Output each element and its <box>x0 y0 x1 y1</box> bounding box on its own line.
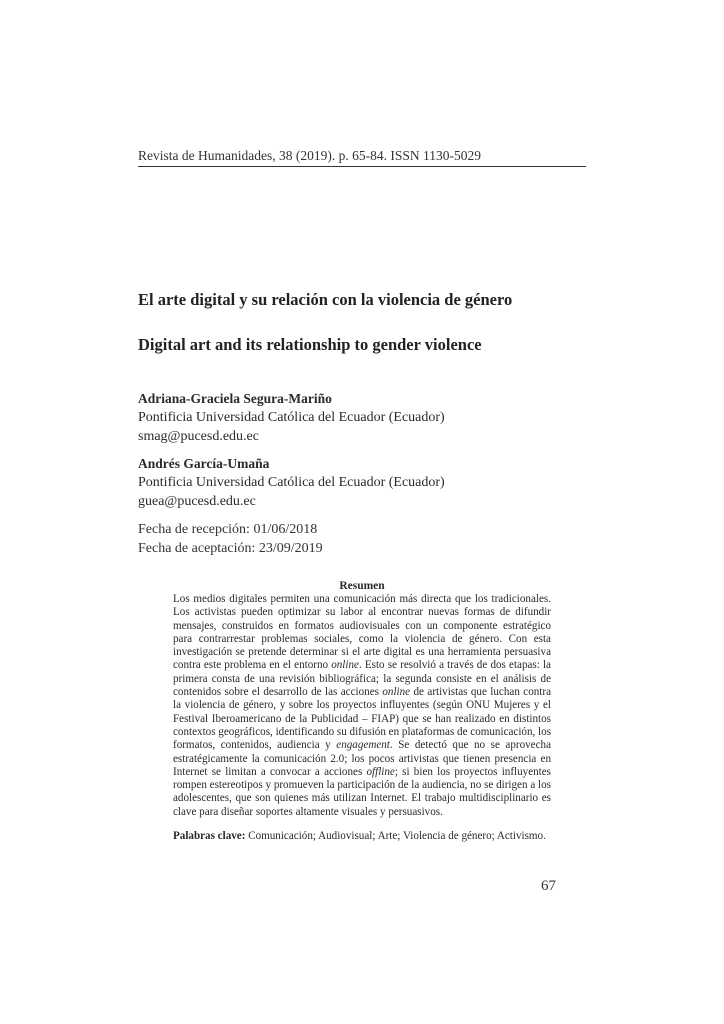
abstract-text-part: . Esto se resolvió a través de dos etapas: la primera consta de una revisión bibliográfica; la segunda consiste en el análisis de contenidos sobre el desarrollo de las acciones <box>173 659 551 699</box>
dates-block <box>138 520 323 558</box>
page-number: 67 <box>541 878 556 894</box>
abstract-emphasis: online <box>331 659 359 672</box>
keywords <box>173 830 551 843</box>
abstract-text <box>173 593 551 819</box>
keywords-label: Palabras clave: <box>173 830 246 843</box>
author-affiliation: Pontificia Universidad Católica del Ecuador (Ecuador) <box>138 475 445 490</box>
journal-header: Revista de Humanidades, 38 (2019). p. 65-84. ISSN 1130-5029 <box>138 148 586 167</box>
keywords-text: Comunicación; Audiovisual; Arte; Violencia de género; Activismo. <box>245 830 546 843</box>
author-block <box>138 454 445 511</box>
abstract-text-part: ; si bien los proyectos influyentes rompen estereotipos y promueven la participación de la audiencia, no se dirigen a los adolescentes, que son quienes más utilizan Internet. El trabajo multidisciplinario es clave para diseñar soportes altamente visuales y persuasivos. <box>173 765 551 818</box>
author-email[interactable]: smag@pucesd.edu.ec <box>138 429 259 444</box>
abstract-text-part: . Se detectó que no se aprovecha estratégicamente la comunicación 2.0; los pocos artivistas que tienen presencia en Internet se limitan a convocar a acciones <box>173 739 551 778</box>
title-spanish: El arte digital y su relación con la violencia de género <box>138 290 513 309</box>
abstract-emphasis: offline <box>366 765 395 778</box>
abstract-emphasis: online <box>382 686 411 699</box>
author-email[interactable]: guea@pucesd.edu.ec <box>138 494 256 509</box>
author-name: Adriana-Graciela Segura-Mariño <box>138 391 332 406</box>
received-date: Fecha de recepción: 01/06/2018 <box>138 522 318 537</box>
abstract-section <box>173 579 551 843</box>
abstract-heading: Resumen <box>339 580 385 592</box>
abstract-text-part: de artivistas que luchan contra la violencia de género, y sobre los proyectos influyentes (según ONU Mujeres y el Festival Iberoamericano de la Publicidad – FIAP) que se han realizado en distintos contextos geográficos, identificando su difusión en plataformas de comunicación, los formatos, contenidos, audiencia y <box>173 686 552 752</box>
abstract-text-part: Los medios digitales permiten una comunicación más directa que los tradicionales. Los activistas pueden optimizar su labor al encontrar nuevas formas de difundir mensajes, construidos en formatos audiovisuales con un componente estratégico para contrarrestar problemas sociales, como la violencia de género. Con esta investigación se pretende determinar si el arte digital es una herramienta persuasiva contra este problema en el entorno <box>173 593 551 672</box>
accepted-date: Fecha de aceptación: 23/09/2019 <box>138 541 323 556</box>
author-name: Andrés García-Umaña <box>138 456 270 471</box>
abstract-emphasis: engagement <box>336 739 390 752</box>
title-english: Digital art and its relationship to gender violence <box>138 335 482 354</box>
author-block <box>138 389 445 446</box>
author-affiliation: Pontificia Universidad Católica del Ecuador (Ecuador) <box>138 410 445 425</box>
